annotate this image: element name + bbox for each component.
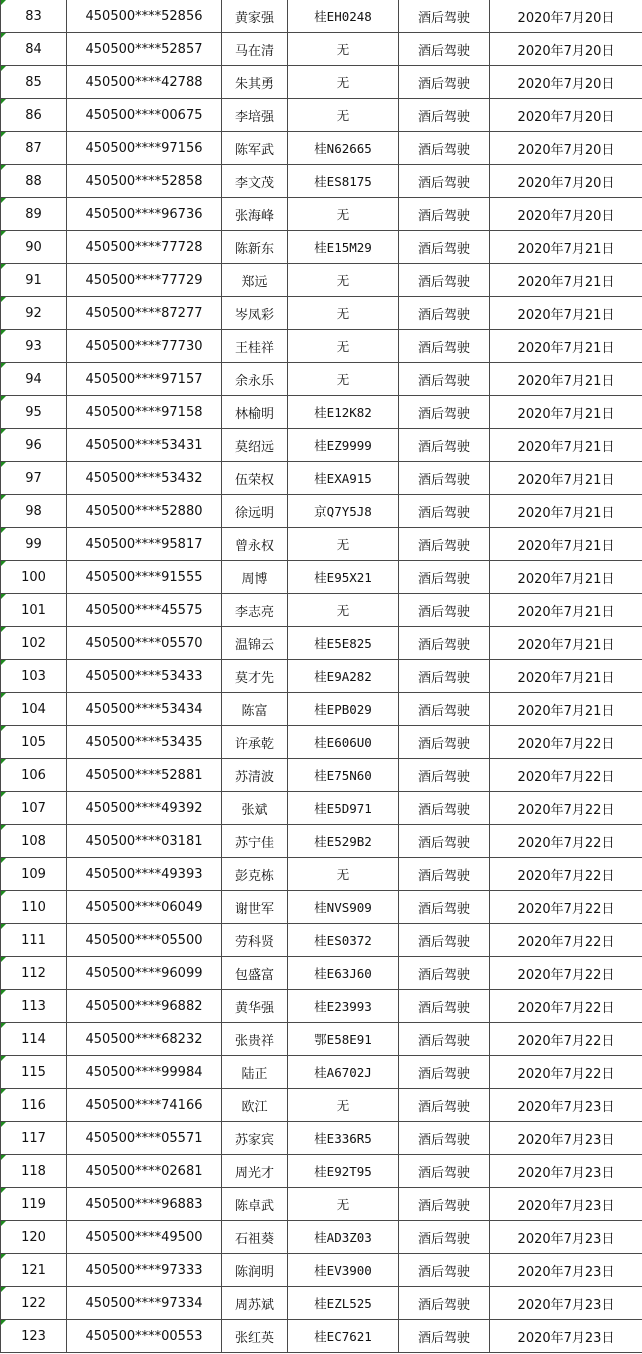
violation-cell[interactable]: 酒后驾驶 — [399, 924, 490, 957]
id-number-cell[interactable]: 450500****52858 — [67, 165, 222, 198]
date-cell[interactable]: 2020年7月21日 — [490, 693, 642, 726]
date-cell[interactable]: 2020年7月22日 — [490, 825, 642, 858]
date-cell[interactable]: 2020年7月22日 — [490, 990, 642, 1023]
table-row — [1, 528, 642, 561]
plate-number-cell[interactable]: 桂ES0372 — [288, 924, 399, 957]
row-number-cell[interactable]: 115 — [1, 1056, 67, 1089]
violation-cell[interactable]: 酒后驾驶 — [399, 1122, 490, 1155]
table-row — [1, 1188, 642, 1221]
plate-number-cell[interactable]: 桂E606U0 — [288, 726, 399, 759]
id-number-cell[interactable]: 450500****77729 — [67, 264, 222, 297]
name-cell[interactable]: 林榆明 — [222, 396, 288, 429]
violation-cell[interactable]: 酒后驾驶 — [399, 891, 490, 924]
violation-cell[interactable]: 酒后驾驶 — [399, 231, 490, 264]
plate-number-cell[interactable]: 桂E75N60 — [288, 759, 399, 792]
name-cell[interactable]: 苏清波 — [222, 759, 288, 792]
table-row — [1, 957, 642, 990]
table-row — [1, 858, 642, 891]
plate-number-cell[interactable]: 桂E92T95 — [288, 1155, 399, 1188]
violation-cell[interactable]: 酒后驾驶 — [399, 528, 490, 561]
row-number-cell[interactable]: 87 — [1, 132, 67, 165]
row-number-cell[interactable]: 120 — [1, 1221, 67, 1254]
plate-number-cell[interactable]: 无 — [288, 99, 399, 132]
row-number-cell[interactable]: 117 — [1, 1122, 67, 1155]
plate-number-cell[interactable]: 桂E12K82 — [288, 396, 399, 429]
violation-cell[interactable]: 酒后驾驶 — [399, 1320, 490, 1353]
id-number-cell[interactable]: 450500****05570 — [67, 627, 222, 660]
date-cell[interactable]: 2020年7月22日 — [490, 957, 642, 990]
violation-cell[interactable]: 酒后驾驶 — [399, 264, 490, 297]
row-number-cell[interactable]: 118 — [1, 1155, 67, 1188]
id-number-cell[interactable]: 450500****97156 — [67, 132, 222, 165]
plate-number-cell[interactable]: 桂E5E825 — [288, 627, 399, 660]
date-cell[interactable]: 2020年7月20日 — [490, 99, 642, 132]
table-body — [1, 0, 642, 1353]
row-number-cell[interactable]: 104 — [1, 693, 67, 726]
table-row — [1, 396, 642, 429]
name-cell[interactable]: 苏宁佳 — [222, 825, 288, 858]
date-cell[interactable]: 2020年7月21日 — [490, 429, 642, 462]
row-number-cell[interactable]: 116 — [1, 1089, 67, 1122]
table-row — [1, 66, 642, 99]
table-row — [1, 99, 642, 132]
date-cell[interactable]: 2020年7月22日 — [490, 1056, 642, 1089]
name-cell[interactable]: 黄家强 — [222, 0, 288, 33]
table-row — [1, 297, 642, 330]
row-number-cell[interactable]: 110 — [1, 891, 67, 924]
row-number-cell[interactable]: 84 — [1, 33, 67, 66]
name-cell[interactable]: 郑远 — [222, 264, 288, 297]
row-number-cell[interactable]: 121 — [1, 1254, 67, 1287]
id-number-cell[interactable]: 450500****05571 — [67, 1122, 222, 1155]
name-cell[interactable]: 余永乐 — [222, 363, 288, 396]
date-cell[interactable]: 2020年7月21日 — [490, 627, 642, 660]
plate-number-cell[interactable]: 鄂E58E91 — [288, 1023, 399, 1056]
plate-number-cell[interactable]: 桂ES8175 — [288, 165, 399, 198]
table-row — [1, 132, 642, 165]
plate-number-cell[interactable]: 桂E336R5 — [288, 1122, 399, 1155]
violation-cell[interactable]: 酒后驾驶 — [399, 363, 490, 396]
id-number-cell[interactable]: 450500****00675 — [67, 99, 222, 132]
name-cell[interactable]: 曾永权 — [222, 528, 288, 561]
row-number-cell[interactable]: 105 — [1, 726, 67, 759]
plate-number-cell[interactable]: 桂E23993 — [288, 990, 399, 1023]
table-row — [1, 1122, 642, 1155]
table-row — [1, 1023, 642, 1056]
id-number-cell[interactable]: 450500****03181 — [67, 825, 222, 858]
date-cell[interactable]: 2020年7月23日 — [490, 1221, 642, 1254]
violation-cell[interactable]: 酒后驾驶 — [399, 660, 490, 693]
table-row — [1, 1221, 642, 1254]
violation-cell[interactable]: 酒后驾驶 — [399, 0, 490, 33]
row-number-cell[interactable]: 114 — [1, 1023, 67, 1056]
violation-cell[interactable]: 酒后驾驶 — [399, 1155, 490, 1188]
date-cell[interactable]: 2020年7月22日 — [490, 726, 642, 759]
violation-cell[interactable]: 酒后驾驶 — [399, 66, 490, 99]
name-cell[interactable]: 王桂祥 — [222, 330, 288, 363]
row-number-cell[interactable]: 107 — [1, 792, 67, 825]
date-cell[interactable]: 2020年7月21日 — [490, 660, 642, 693]
name-cell[interactable]: 陈润明 — [222, 1254, 288, 1287]
row-number-cell[interactable]: 85 — [1, 66, 67, 99]
date-cell[interactable]: 2020年7月23日 — [490, 1122, 642, 1155]
date-cell[interactable]: 2020年7月23日 — [490, 1155, 642, 1188]
id-number-cell[interactable]: 450500****87277 — [67, 297, 222, 330]
plate-number-cell[interactable]: 无 — [288, 66, 399, 99]
id-number-cell[interactable]: 450500****77730 — [67, 330, 222, 363]
date-cell[interactable]: 2020年7月22日 — [490, 891, 642, 924]
plate-number-cell[interactable]: 桂EV3900 — [288, 1254, 399, 1287]
name-cell[interactable]: 朱其勇 — [222, 66, 288, 99]
id-number-cell[interactable]: 450500****52857 — [67, 33, 222, 66]
date-cell[interactable]: 2020年7月22日 — [490, 1023, 642, 1056]
plate-number-cell[interactable]: 桂A6702J — [288, 1056, 399, 1089]
plate-number-cell[interactable]: 桂EH0248 — [288, 0, 399, 33]
row-number-cell[interactable]: 93 — [1, 330, 67, 363]
id-number-cell[interactable]: 450500****53432 — [67, 462, 222, 495]
row-number-cell[interactable]: 96 — [1, 429, 67, 462]
row-number-cell[interactable]: 113 — [1, 990, 67, 1023]
violation-cell[interactable]: 酒后驾驶 — [399, 1254, 490, 1287]
violation-cell[interactable]: 酒后驾驶 — [399, 1221, 490, 1254]
date-cell[interactable]: 2020年7月20日 — [490, 33, 642, 66]
violation-cell[interactable]: 酒后驾驶 — [399, 594, 490, 627]
violation-cell[interactable]: 酒后驾驶 — [399, 396, 490, 429]
date-cell[interactable]: 2020年7月22日 — [490, 792, 642, 825]
table-row — [1, 1056, 642, 1089]
date-cell[interactable]: 2020年7月21日 — [490, 396, 642, 429]
table-row — [1, 660, 642, 693]
plate-number-cell[interactable]: 桂E9A282 — [288, 660, 399, 693]
date-cell[interactable]: 2020年7月20日 — [490, 198, 642, 231]
id-number-cell[interactable]: 450500****91555 — [67, 561, 222, 594]
row-number-cell[interactable]: 88 — [1, 165, 67, 198]
violation-cell[interactable]: 酒后驾驶 — [399, 297, 490, 330]
row-number-cell[interactable]: 112 — [1, 957, 67, 990]
id-number-cell[interactable]: 450500****53434 — [67, 693, 222, 726]
violation-cell[interactable]: 酒后驾驶 — [399, 132, 490, 165]
name-cell[interactable]: 欧江 — [222, 1089, 288, 1122]
name-cell[interactable]: 张海峰 — [222, 198, 288, 231]
violation-cell[interactable]: 酒后驾驶 — [399, 693, 490, 726]
violation-cell[interactable]: 酒后驾驶 — [399, 726, 490, 759]
plate-number-cell[interactable]: 无 — [288, 330, 399, 363]
table-row — [1, 363, 642, 396]
name-cell[interactable]: 陈卓武 — [222, 1188, 288, 1221]
plate-number-cell[interactable]: 桂EXA915 — [288, 462, 399, 495]
name-cell[interactable]: 陈富 — [222, 693, 288, 726]
date-cell[interactable]: 2020年7月23日 — [490, 1089, 642, 1122]
row-number-cell[interactable]: 123 — [1, 1320, 67, 1353]
table-row — [1, 792, 642, 825]
id-number-cell[interactable]: 450500****96882 — [67, 990, 222, 1023]
violation-cell[interactable]: 酒后驾驶 — [399, 33, 490, 66]
date-cell[interactable]: 2020年7月23日 — [490, 1320, 642, 1353]
id-number-cell[interactable]: 450500****53435 — [67, 726, 222, 759]
id-number-cell[interactable]: 450500****97333 — [67, 1254, 222, 1287]
date-cell[interactable]: 2020年7月21日 — [490, 462, 642, 495]
table-row — [1, 165, 642, 198]
name-cell[interactable]: 李培强 — [222, 99, 288, 132]
name-cell[interactable]: 李志亮 — [222, 594, 288, 627]
violation-cell[interactable]: 酒后驾驶 — [399, 1287, 490, 1320]
id-number-cell[interactable]: 450500****49500 — [67, 1221, 222, 1254]
table-row — [1, 924, 642, 957]
name-cell[interactable]: 周光才 — [222, 1155, 288, 1188]
violation-cell[interactable]: 酒后驾驶 — [399, 759, 490, 792]
date-cell[interactable]: 2020年7月21日 — [490, 363, 642, 396]
row-number-cell[interactable]: 111 — [1, 924, 67, 957]
name-cell[interactable]: 周博 — [222, 561, 288, 594]
table-row — [1, 330, 642, 363]
name-cell[interactable]: 李文茂 — [222, 165, 288, 198]
row-number-cell[interactable]: 122 — [1, 1287, 67, 1320]
row-number-cell[interactable]: 90 — [1, 231, 67, 264]
plate-number-cell[interactable]: 桂EC7621 — [288, 1320, 399, 1353]
violation-cell[interactable]: 酒后驾驶 — [399, 825, 490, 858]
date-cell[interactable]: 2020年7月20日 — [490, 0, 642, 33]
plate-number-cell[interactable]: 京Q7Y5J8 — [288, 495, 399, 528]
name-cell[interactable]: 莫绍远 — [222, 429, 288, 462]
violation-cell[interactable]: 酒后驾驶 — [399, 462, 490, 495]
row-number-cell[interactable]: 100 — [1, 561, 67, 594]
row-number-cell[interactable]: 94 — [1, 363, 67, 396]
row-number-cell[interactable]: 92 — [1, 297, 67, 330]
table-row — [1, 429, 642, 462]
plate-number-cell[interactable]: 无 — [288, 1188, 399, 1221]
date-cell[interactable]: 2020年7月23日 — [490, 1254, 642, 1287]
table-row — [1, 1320, 642, 1353]
date-cell[interactable]: 2020年7月21日 — [490, 561, 642, 594]
id-number-cell[interactable]: 450500****00553 — [67, 1320, 222, 1353]
name-cell[interactable]: 张斌 — [222, 792, 288, 825]
plate-number-cell[interactable]: 无 — [288, 297, 399, 330]
row-number-cell[interactable]: 106 — [1, 759, 67, 792]
name-cell[interactable]: 岑凤彩 — [222, 297, 288, 330]
row-number-cell[interactable]: 119 — [1, 1188, 67, 1221]
id-number-cell[interactable]: 450500****97334 — [67, 1287, 222, 1320]
name-cell[interactable]: 张贵祥 — [222, 1023, 288, 1056]
violation-cell[interactable]: 酒后驾驶 — [399, 957, 490, 990]
date-cell[interactable]: 2020年7月22日 — [490, 924, 642, 957]
table-row — [1, 1287, 642, 1320]
id-number-cell[interactable]: 450500****77728 — [67, 231, 222, 264]
plate-number-cell[interactable]: 桂E63J60 — [288, 957, 399, 990]
date-cell[interactable]: 2020年7月20日 — [490, 66, 642, 99]
name-cell[interactable]: 陈新东 — [222, 231, 288, 264]
table-row — [1, 561, 642, 594]
table-row — [1, 759, 642, 792]
plate-number-cell[interactable]: 桂E5D971 — [288, 792, 399, 825]
violation-cell[interactable]: 酒后驾驶 — [399, 990, 490, 1023]
row-number-cell[interactable]: 89 — [1, 198, 67, 231]
date-cell[interactable]: 2020年7月22日 — [490, 858, 642, 891]
id-number-cell[interactable]: 450500****97158 — [67, 396, 222, 429]
plate-number-cell[interactable]: 桂AD3Z03 — [288, 1221, 399, 1254]
row-number-cell[interactable]: 99 — [1, 528, 67, 561]
table-row — [1, 0, 642, 33]
id-number-cell[interactable]: 450500****96099 — [67, 957, 222, 990]
plate-number-cell[interactable]: 无 — [288, 1089, 399, 1122]
id-number-cell[interactable]: 450500****06049 — [67, 891, 222, 924]
table-row — [1, 1155, 642, 1188]
id-number-cell[interactable]: 450500****45575 — [67, 594, 222, 627]
row-number-cell[interactable]: 83 — [1, 0, 67, 33]
id-number-cell[interactable]: 450500****97157 — [67, 363, 222, 396]
id-number-cell[interactable]: 450500****42788 — [67, 66, 222, 99]
table-row — [1, 594, 642, 627]
plate-number-cell[interactable]: 桂NVS909 — [288, 891, 399, 924]
violation-cell[interactable]: 酒后驾驶 — [399, 165, 490, 198]
violation-cell[interactable]: 酒后驾驶 — [399, 858, 490, 891]
row-number-cell[interactable]: 91 — [1, 264, 67, 297]
row-number-cell[interactable]: 109 — [1, 858, 67, 891]
violation-cell[interactable]: 酒后驾驶 — [399, 792, 490, 825]
date-cell[interactable]: 2020年7月21日 — [490, 495, 642, 528]
plate-number-cell[interactable]: 无 — [288, 33, 399, 66]
row-number-cell[interactable]: 103 — [1, 660, 67, 693]
table-row — [1, 726, 642, 759]
name-cell[interactable]: 劳科贤 — [222, 924, 288, 957]
plate-number-cell[interactable]: 无 — [288, 363, 399, 396]
id-number-cell[interactable]: 450500****53433 — [67, 660, 222, 693]
violation-cell[interactable]: 酒后驾驶 — [399, 198, 490, 231]
date-cell[interactable]: 2020年7月23日 — [490, 1188, 642, 1221]
id-number-cell[interactable]: 450500****95817 — [67, 528, 222, 561]
table-row — [1, 231, 642, 264]
id-number-cell[interactable]: 450500****53431 — [67, 429, 222, 462]
row-number-cell[interactable]: 98 — [1, 495, 67, 528]
row-number-cell[interactable]: 102 — [1, 627, 67, 660]
violation-cell[interactable]: 酒后驾驶 — [399, 429, 490, 462]
name-cell[interactable]: 陆正 — [222, 1056, 288, 1089]
table-row — [1, 198, 642, 231]
date-cell[interactable]: 2020年7月21日 — [490, 594, 642, 627]
table-row — [1, 693, 642, 726]
violation-cell[interactable]: 酒后驾驶 — [399, 1089, 490, 1122]
table-row — [1, 627, 642, 660]
date-cell[interactable]: 2020年7月21日 — [490, 330, 642, 363]
date-cell[interactable]: 2020年7月21日 — [490, 231, 642, 264]
name-cell[interactable]: 谢世军 — [222, 891, 288, 924]
table-row — [1, 495, 642, 528]
name-cell[interactable]: 石祖葵 — [222, 1221, 288, 1254]
plate-number-cell[interactable]: 桂EZ9999 — [288, 429, 399, 462]
name-cell[interactable]: 包盛富 — [222, 957, 288, 990]
date-cell[interactable]: 2020年7月20日 — [490, 132, 642, 165]
name-cell[interactable]: 陈军武 — [222, 132, 288, 165]
row-number-cell[interactable]: 97 — [1, 462, 67, 495]
violation-cell[interactable]: 酒后驾驶 — [399, 495, 490, 528]
row-number-cell[interactable]: 95 — [1, 396, 67, 429]
table-row — [1, 33, 642, 66]
name-cell[interactable]: 温锦云 — [222, 627, 288, 660]
id-number-cell[interactable]: 450500****52881 — [67, 759, 222, 792]
violation-cell[interactable]: 酒后驾驶 — [399, 1056, 490, 1089]
violation-cell[interactable]: 酒后驾驶 — [399, 330, 490, 363]
table-row — [1, 825, 642, 858]
id-number-cell[interactable]: 450500****02681 — [67, 1155, 222, 1188]
violation-cell[interactable]: 酒后驾驶 — [399, 1188, 490, 1221]
plate-number-cell[interactable]: 无 — [288, 594, 399, 627]
id-number-cell[interactable]: 450500****05500 — [67, 924, 222, 957]
table-row — [1, 891, 642, 924]
row-number-cell[interactable]: 108 — [1, 825, 67, 858]
id-number-cell[interactable]: 450500****96736 — [67, 198, 222, 231]
plate-number-cell[interactable]: 无 — [288, 198, 399, 231]
id-number-cell[interactable]: 450500****52856 — [67, 0, 222, 33]
table-row — [1, 990, 642, 1023]
date-cell[interactable]: 2020年7月21日 — [490, 264, 642, 297]
name-cell[interactable]: 许承乾 — [222, 726, 288, 759]
id-number-cell[interactable]: 450500****68232 — [67, 1023, 222, 1056]
id-number-cell[interactable]: 450500****96883 — [67, 1188, 222, 1221]
id-number-cell[interactable]: 450500****49393 — [67, 858, 222, 891]
date-cell[interactable]: 2020年7月21日 — [490, 297, 642, 330]
date-cell[interactable]: 2020年7月21日 — [490, 528, 642, 561]
name-cell[interactable]: 徐远明 — [222, 495, 288, 528]
id-number-cell[interactable]: 450500****99984 — [67, 1056, 222, 1089]
table-row — [1, 264, 642, 297]
name-cell[interactable]: 张红英 — [222, 1320, 288, 1353]
violation-cell[interactable]: 酒后驾驶 — [399, 1023, 490, 1056]
violation-cell[interactable]: 酒后驾驶 — [399, 561, 490, 594]
name-cell[interactable]: 黄华强 — [222, 990, 288, 1023]
date-cell[interactable]: 2020年7月22日 — [490, 759, 642, 792]
name-cell[interactable]: 苏家宾 — [222, 1122, 288, 1155]
table-row — [1, 462, 642, 495]
plate-number-cell[interactable]: 桂EPB029 — [288, 693, 399, 726]
violation-cell[interactable]: 酒后驾驶 — [399, 627, 490, 660]
violation-cell[interactable]: 酒后驾驶 — [399, 99, 490, 132]
row-number-cell[interactable]: 86 — [1, 99, 67, 132]
row-number-cell[interactable]: 101 — [1, 594, 67, 627]
date-cell[interactable]: 2020年7月20日 — [490, 165, 642, 198]
id-number-cell[interactable]: 450500****74166 — [67, 1089, 222, 1122]
name-cell[interactable]: 马在清 — [222, 33, 288, 66]
table-row — [1, 1089, 642, 1122]
plate-number-cell[interactable]: 桂EZL525 — [288, 1287, 399, 1320]
plate-number-cell[interactable]: 无 — [288, 264, 399, 297]
table-row — [1, 1254, 642, 1287]
name-cell[interactable]: 周苏斌 — [222, 1287, 288, 1320]
plate-number-cell[interactable]: 桂E95X21 — [288, 561, 399, 594]
id-number-cell[interactable]: 450500****52880 — [67, 495, 222, 528]
name-cell[interactable]: 彭克栋 — [222, 858, 288, 891]
plate-number-cell[interactable]: 桂E529B2 — [288, 825, 399, 858]
id-number-cell[interactable]: 450500****49392 — [67, 792, 222, 825]
plate-number-cell[interactable]: 无 — [288, 858, 399, 891]
name-cell[interactable]: 伍荣权 — [222, 462, 288, 495]
date-cell[interactable]: 2020年7月23日 — [490, 1287, 642, 1320]
name-cell[interactable]: 莫才先 — [222, 660, 288, 693]
plate-number-cell[interactable]: 桂N62665 — [288, 132, 399, 165]
plate-number-cell[interactable]: 无 — [288, 528, 399, 561]
plate-number-cell[interactable]: 桂E15M29 — [288, 231, 399, 264]
